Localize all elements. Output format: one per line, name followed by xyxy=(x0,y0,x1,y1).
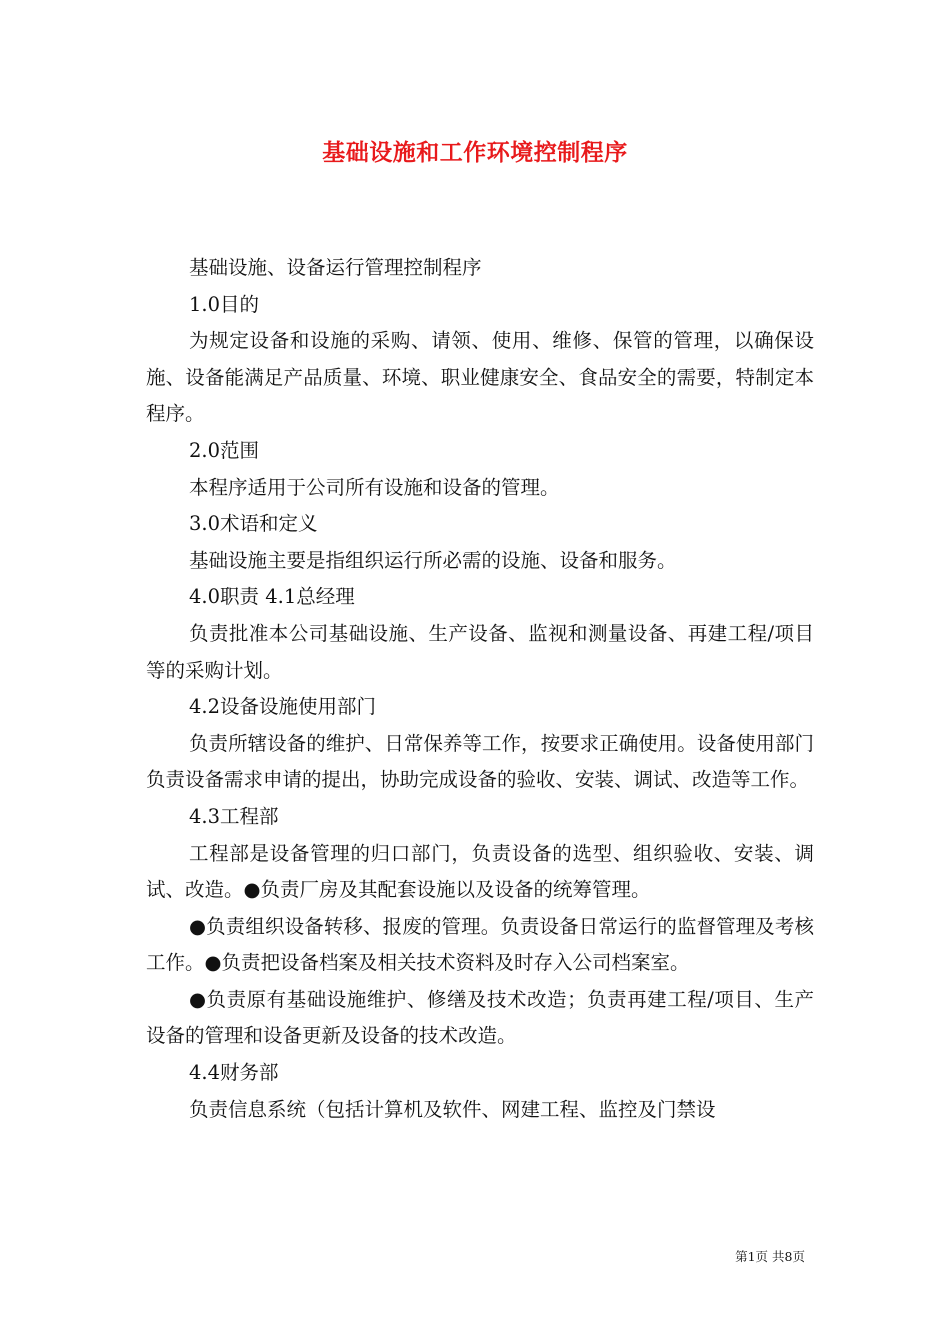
paragraph: ●负责组织设备转移、报废的管理。负责设备日常运行的监督管理及考核工作。●负责把设备档案及相关技术资料及时存入公司档案室。 xyxy=(146,914,814,975)
section-heading: 2.0范围 xyxy=(189,438,260,462)
document-title: 基础设施和工作环境控制程序 xyxy=(322,139,628,166)
paragraph: 本程序适用于公司所有设施和设备的管理。 xyxy=(189,475,560,499)
section-heading: 4.3工程部 xyxy=(189,804,279,828)
section-heading: 1.0目的 xyxy=(189,292,260,316)
paragraph: 基础设施主要是指组织运行所必需的设施、设备和服务。 xyxy=(189,548,677,572)
paragraph: 负责批准本公司基础设施、生产设备、监视和测量设备、再建工程/项目等的采购计划。 xyxy=(146,621,814,682)
paragraph: 基础设施、设备运行管理控制程序 xyxy=(189,256,482,279)
section-heading: 4.4财务部 xyxy=(189,1061,279,1085)
page-number: 第1页 共8页 xyxy=(735,1249,805,1264)
paragraph: 工程部是设备管理的归口部门，负责设备的选型、组织验收、安装、调试、改造。●负责厂房及其配套设施以及设备的统筹管理。 xyxy=(146,841,814,902)
paragraph: ●负责原有基础设施维护、修缮及技术改造；负责再建工程/项目、生产设备的管理和设备更新及设备的技术改造。 xyxy=(146,987,814,1048)
paragraph: 负责所辖设备的维护、日常保养等工作，按要求正确使用。设备使用部门负责设备需求申请的提出，协助完成设备的验收、安装、调试、改造等工作。 xyxy=(146,731,814,792)
section-heading: 4.0职责 4.1总经理 xyxy=(189,585,355,609)
document-body xyxy=(146,250,814,1128)
paragraph: 为规定设备和设施的采购、请领、使用、维修、保管的管理，以确保设施、设备能满足产品质量、环境、职业健康安全、食品安全的需要，特制定本程序。 xyxy=(146,329,814,426)
section-heading: 4.2设备设施使用部门 xyxy=(189,695,377,719)
paragraph: 负责信息系统（包括计算机及软件、网建工程、监控及门禁设 xyxy=(189,1097,716,1121)
section-heading: 3.0术语和定义 xyxy=(189,512,318,536)
